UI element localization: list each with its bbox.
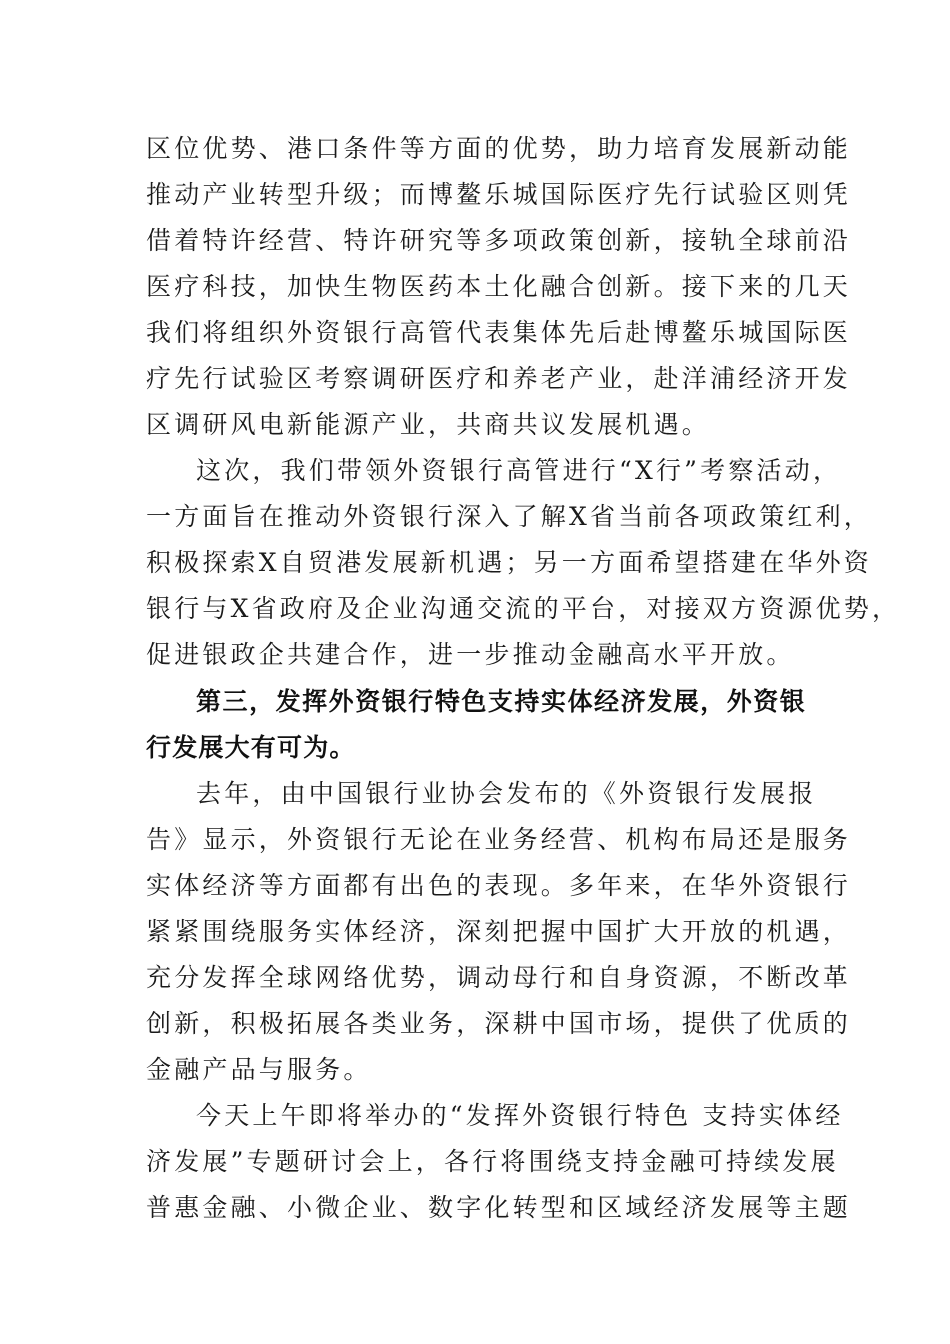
paragraph-line: 实体经济等方面都有出色的表现。多年来，在华外资银行 (146, 871, 852, 900)
paragraph-line: 医疗科技，加快生物医药本土化融合创新。接下来的几天 (146, 272, 852, 301)
paragraph-line: 促进银政企共建合作，进一步推动金融高水平开放。 (146, 640, 795, 669)
paragraph-line: 紧紧围绕服务实体经济，深刻把握中国扩大开放的机遇， (146, 917, 852, 946)
paragraph-line: 去年，由中国银行业协会发布的《外资银行发展报 (196, 779, 817, 808)
section-heading-line: 行发展大有可为。 (146, 733, 356, 762)
paragraph-line: 今天上午即将举办的“发挥外资银行特色 支持实体经 (196, 1101, 844, 1130)
paragraph-line: 这次，我们带领外资银行高管进行“X行”考察活动， (196, 456, 842, 485)
paragraph-line: 济发展”专题研讨会上，各行将围绕支持金融可持续发展 (146, 1147, 839, 1176)
paragraph-line: 告》显示，外资银行无论在业务经营、机构布局还是服务 (146, 825, 852, 854)
paragraph-line: 积极探索X自贸港发展新机遇；另一方面希望搭建在华外资 (146, 548, 873, 577)
paragraph-line: 普惠金融、小微企业、数字化转型和区域经济发展等主题 (146, 1193, 852, 1222)
paragraph-line: 充分发挥全球网络优势，调动母行和自身资源，不断改革 (146, 963, 852, 992)
paragraph-line: 区调研风电新能源产业，共商共议发展机遇。 (146, 410, 711, 439)
paragraph-line: 我们将组织外资银行高管代表集体先后赴博鳌乐城国际医 (146, 318, 852, 347)
section-heading-line: 第三，发挥外资银行特色支持实体经济发展，外资银 (196, 687, 806, 716)
paragraph-line: 创新，积极拓展各类业务，深耕中国市场，提供了优质的 (146, 1009, 852, 1038)
paragraph-line: 银行与X省政府及企业沟通交流的平台，对接双方资源优势， (146, 594, 901, 623)
paragraph-line: 推动产业转型升级；而博鳌乐城国际医疗先行试验区则凭 (146, 180, 852, 209)
paragraph-line: 金融产品与服务。 (146, 1055, 372, 1084)
paragraph-line: 借着特许经营、特许研究等多项政策创新，接轨全球前沿 (146, 226, 852, 255)
paragraph-line: 疗先行试验区考察调研医疗和养老产业，赴洋浦经济开发 (146, 364, 852, 393)
paragraph-line: 区位优势、港口条件等方面的优势，助力培育发展新动能 (146, 134, 852, 163)
paragraph-line: 一方面旨在推动外资银行深入了解X省当前各项政策红利， (146, 502, 873, 531)
